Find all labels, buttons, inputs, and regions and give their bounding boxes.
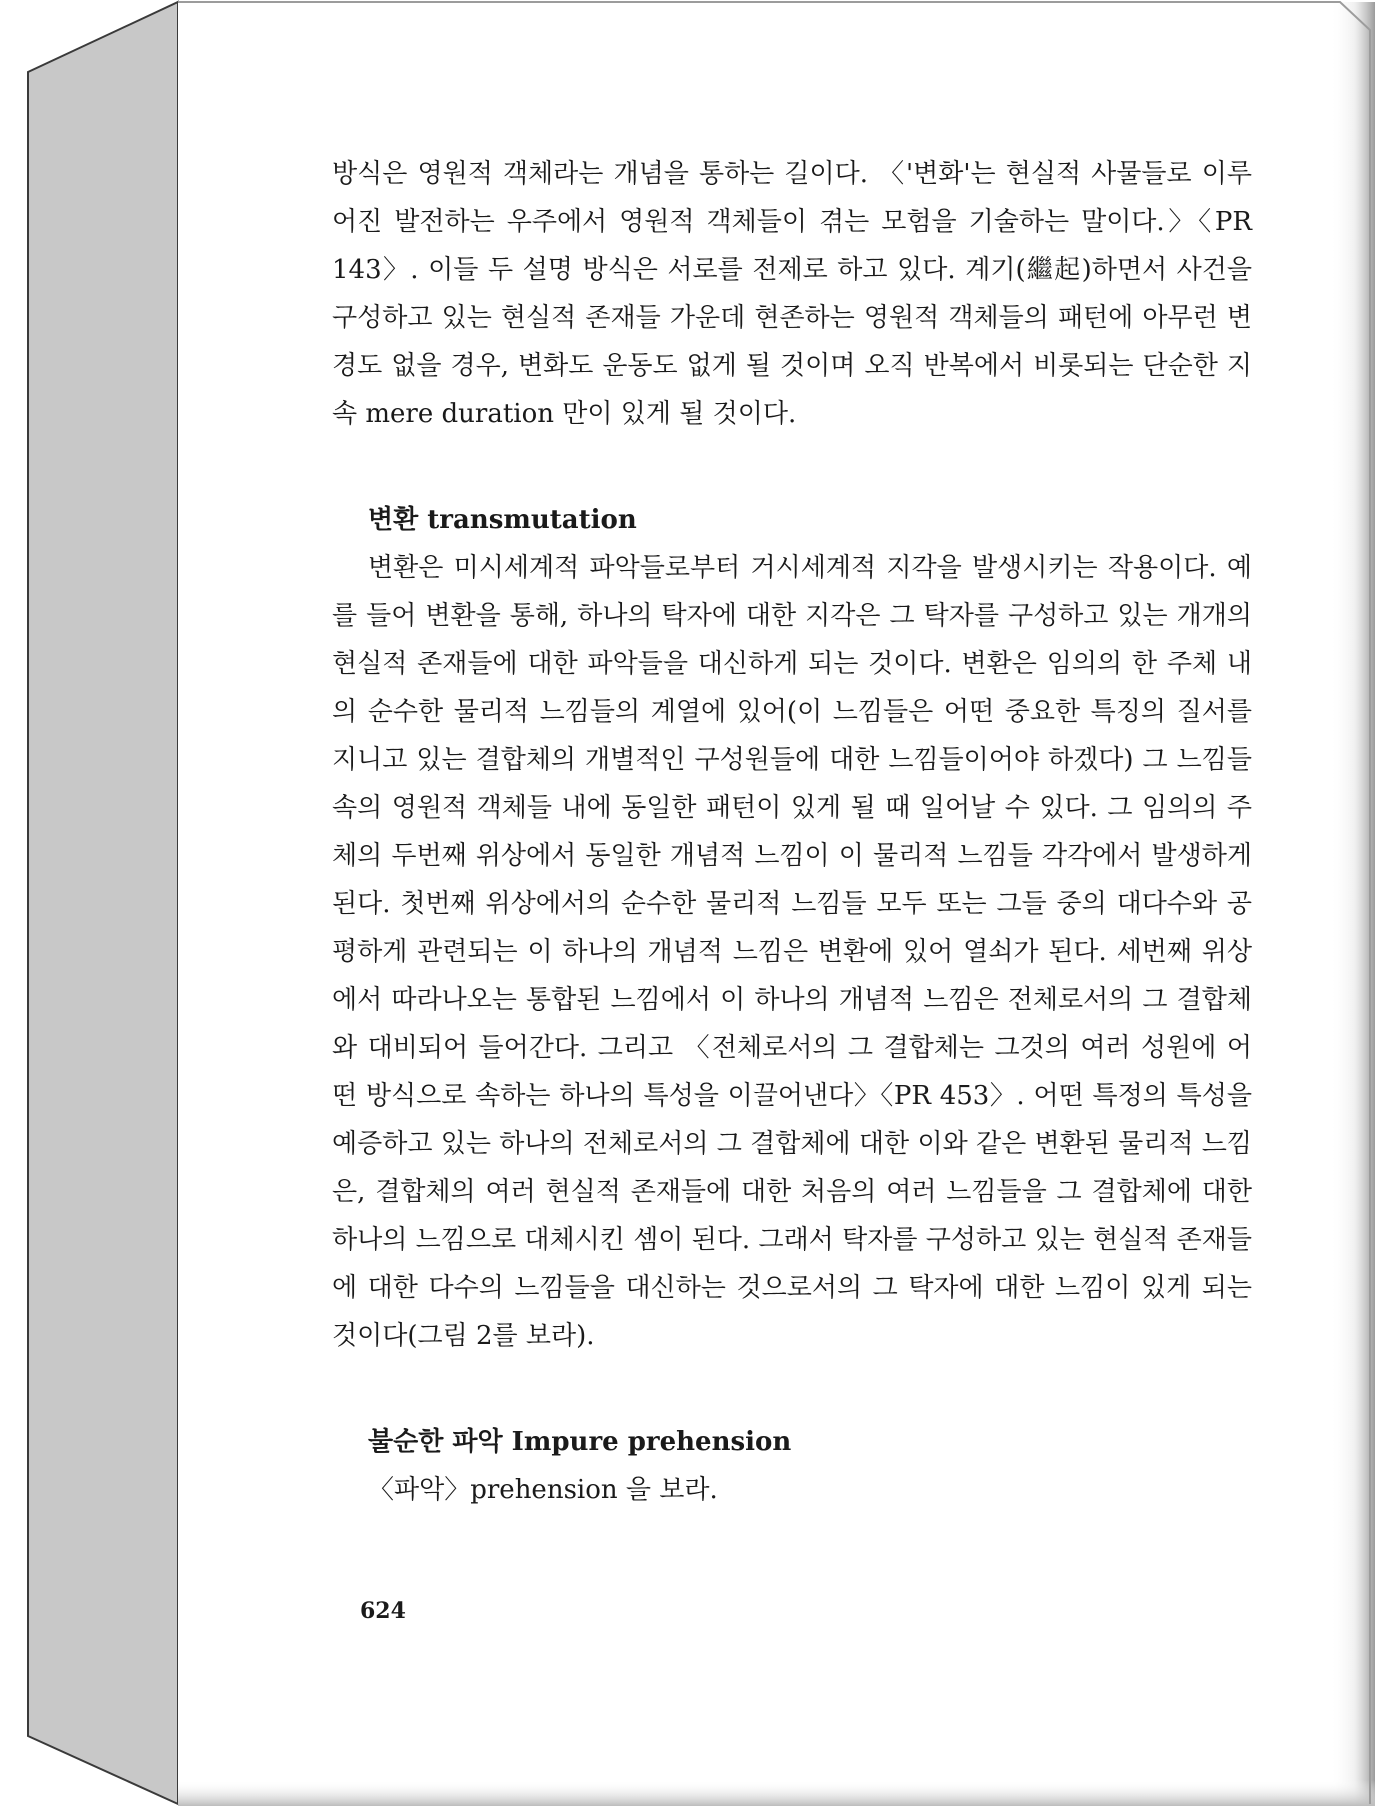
page-text-area (332, 150, 1252, 1514)
page-bottom-shadow (178, 1780, 1375, 1806)
book-spine (28, 2, 178, 1804)
paragraph-continuation: 방식은 영원적 객체라는 개념을 통하는 길이다. 〈'변화'는 현실적 사물들로 이루어진 발전하는 우주에서 영원적 객체들이 겪는 모험을 기술하는 말이다.〉〈PR 143〉. 이들 두 설명 방식은 서로를 전제로 하고 있다. 계기(繼起)하면서 사건을 구성하고 있는 현실적 존재들 가운데 현존하는 영원적 객체들의 패턴에 아무런 변경도 없을 경우, 변화도 운동도 없게 될 것이며 오직 반복에서 비롯되는 단순한 지속 mere duration 만이 있게 될 것이다. (332, 159, 1252, 429)
page-number: 624 (360, 1598, 406, 1624)
entry-heading-transmutation: 변환 transmutation (368, 505, 637, 535)
entry-body-transmutation: 변환은 미시세계적 파악들로부터 거시세계적 지각을 발생시키는 작용이다. 예를 들어 변환을 통해, 하나의 탁자에 대한 지각은 그 탁자를 구성하고 있는 개개의 현실적 존재들에 대한 파악들을 대신하게 되는 것이다. 변환은 임의의 한 주체 내의 순수한 물리적 느낌들의 계열에 있어(이 느낌들은 어떤 중요한 특징의 질서를 지니고 있는 결합체의 개별적인 구성원들에 대한 느낌들이어야 하겠다) 그 느낌들 속의 영원적 객체들 내에 동일한 패턴이 있게 될 때 일어날 수 있다. 그 임의의 주체의 두번째 위상에서 동일한 개념적 느낌이 이 물리적 느낌들 각각에서 발생하게 된다. 첫번째 위상에서의 순수한 물리적 느낌들 모두 또는 그들 중의 대다수와 공평하게 관련되는 이 하나의 개념적 느낌은 변환에 있어 열쇠가 된다. 세번째 위상에서 따라나오는 통합된 느낌에서 이 하나의 개념적 느낌은 전체로서의 그 결합체와 대비되어 들어간다. 그리고 〈전체로서의 그 결합체는 그것의 여러 성원에 어떤 방식으로 속하는 하나의 특성을 이끌어낸다〉〈PR 453〉. 어떤 특정의 특성을 예증하고 있는 하나의 전체로서의 그 결합체에 대한 이와 같은 변환된 물리적 느낌은, 결합체의 여러 현실적 존재들에 대한 처음의 여러 느낌들을 그 결합체에 대한 하나의 느낌으로 대체시킨 셈이 된다. 그래서 탁자를 구성하고 있는 현실적 존재들에 대한 다수의 느낌들을 대신하는 것으로서의 그 탁자에 대한 느낌이 있게 되는 것이다(그림 2를 보라). (332, 553, 1252, 1351)
entry-body-impure-prehension: 〈파악〉prehension 을 보라. (368, 1475, 718, 1505)
page-right-shadow (1330, 2, 1375, 1806)
entry-heading-impure-prehension: 불순한 파악 Impure prehension (368, 1427, 792, 1457)
